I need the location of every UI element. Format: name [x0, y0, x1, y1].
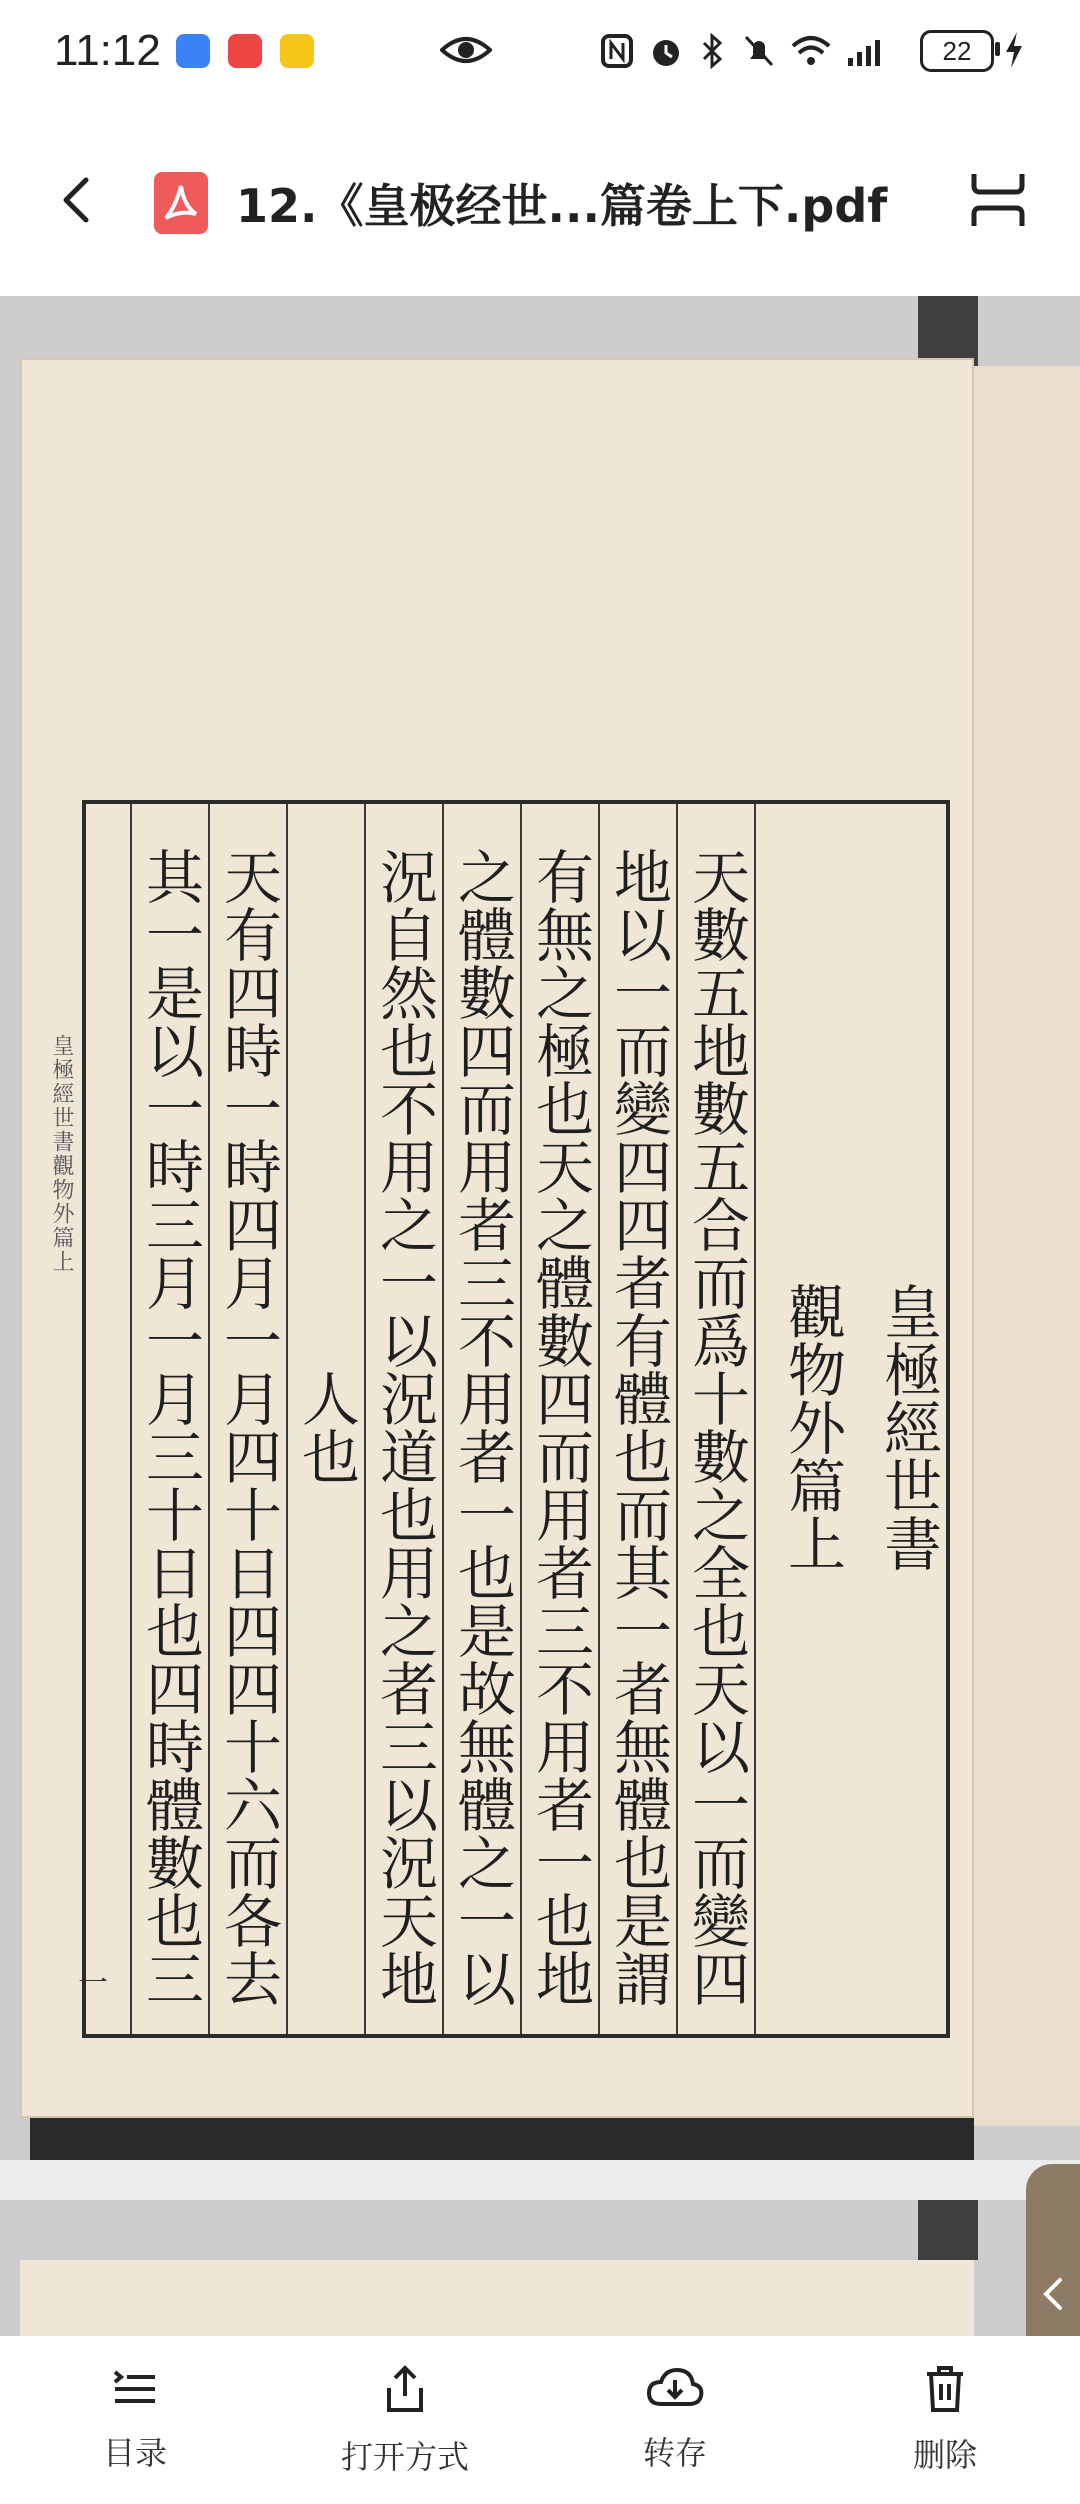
scanned-page: [20, 358, 974, 2118]
text-column: 地以一而變四四者有體也而其一者無體也是謂: [598, 804, 676, 2034]
text-column: 皇極經世書: [874, 1282, 942, 1572]
text-column: 之體數四而用者三不用者一也是故無體之一以: [442, 804, 520, 2034]
trash-icon: [923, 2364, 967, 2414]
wifi-icon: [790, 34, 832, 68]
toc-label: 目录: [102, 2434, 167, 2472]
pdf-file-icon: [154, 172, 208, 234]
bottom-toolbar: [0, 2336, 1080, 2504]
status-bar: [0, 0, 1080, 105]
margin-label: 皇極經世書觀物外篇上: [49, 1034, 74, 1274]
list-icon: [111, 2364, 159, 2412]
open-with-label: 打开方式: [340, 2438, 469, 2476]
system-icons: [600, 28, 890, 74]
save-to-cloud-button[interactable]: [565, 2336, 785, 2504]
share-icon: [381, 2364, 429, 2416]
text-column: 天有四時一時四月一月四十日四四十六而各去: [208, 804, 286, 2034]
notification-app-icon: [228, 34, 262, 68]
eye-icon: [440, 30, 492, 70]
delete-label: 删除: [912, 2436, 977, 2474]
book-spine-shadow: [918, 296, 978, 366]
charging-icon: [1003, 30, 1025, 70]
signal-icon: [846, 36, 890, 66]
page-number: 一: [78, 1966, 108, 2001]
book-bottom-edge: [30, 2118, 974, 2160]
text-column: 人也: [286, 804, 364, 2034]
document-title: 12.《皇极经世...篇卷上下.pdf: [236, 179, 888, 233]
text-column: 其一是以一時三月一月三十日也四時體數也三: [130, 804, 208, 2034]
text-column: 有無之極也天之體數四而用者三不用者一也地: [520, 804, 598, 2034]
battery-indicator: 22: [920, 30, 994, 72]
delete-button[interactable]: [835, 2336, 1055, 2504]
back-icon[interactable]: [52, 172, 104, 228]
nfc-icon: [600, 33, 634, 69]
text-column: 觀物外篇上: [754, 804, 850, 2034]
pdf-page: [0, 296, 1080, 2160]
clock: 11:12: [54, 26, 161, 75]
facing-page-edge: [970, 366, 1080, 2126]
text-column: 況自然也不用之一以況道也用之者三以況天地: [364, 804, 442, 2034]
cloud-save-icon: [645, 2364, 705, 2412]
pdf-viewer[interactable]: [0, 296, 1080, 2336]
toc-button[interactable]: [25, 2336, 245, 2504]
text-column: 天數五地數五合而爲十數之全也天以一而變四: [676, 804, 754, 2034]
text-columns: [86, 804, 946, 2034]
notification-app-icon: [176, 34, 210, 68]
notification-mail-icon: [280, 34, 314, 68]
save-label: 转存: [642, 2434, 707, 2472]
book-spine-shadow: [918, 2200, 978, 2260]
text-frame: [82, 800, 950, 2038]
mute-icon: [742, 33, 776, 69]
fullscreen-icon[interactable]: [968, 170, 1028, 230]
chevron-left-icon: [1042, 2276, 1064, 2312]
open-with-button[interactable]: [295, 2336, 515, 2504]
title-bar: [0, 130, 1080, 270]
alarm-icon: [648, 33, 684, 69]
bluetooth-icon: [698, 33, 728, 69]
battery-tip: [995, 42, 1000, 56]
